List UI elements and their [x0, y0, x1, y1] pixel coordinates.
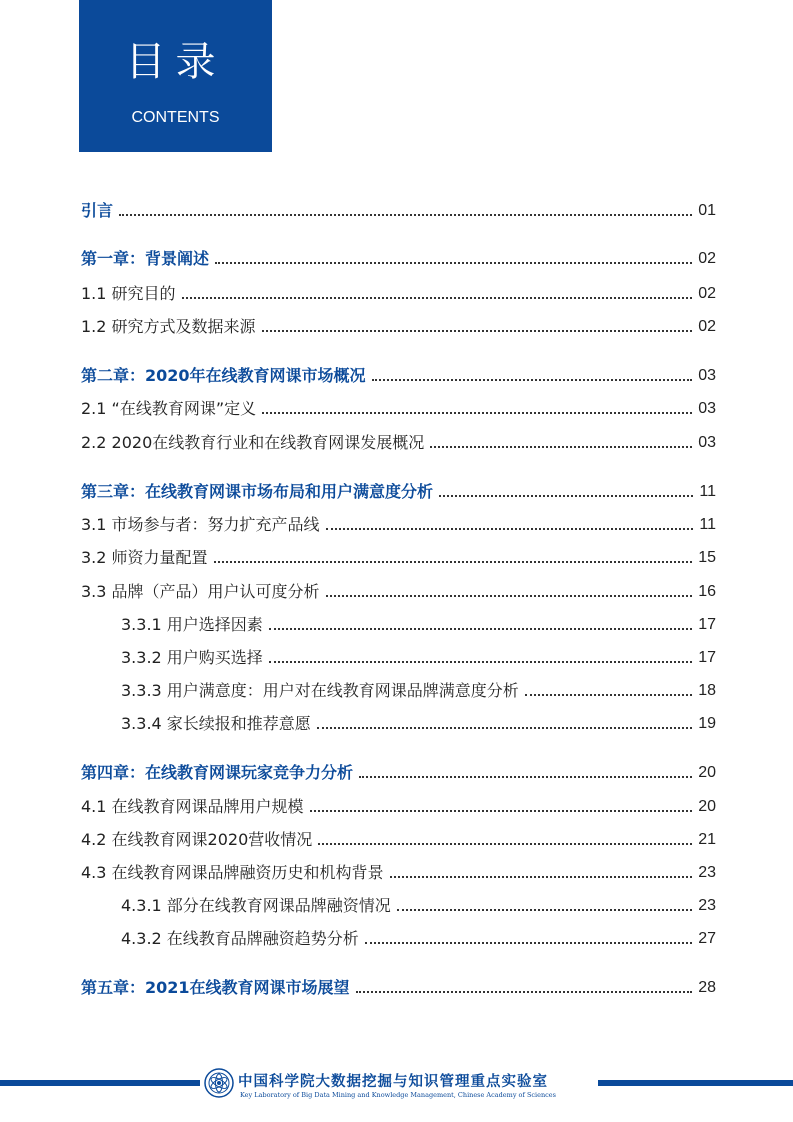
toc-entry-chapter-1[interactable]: 第一章：背景阐述 02 [81, 249, 716, 268]
toc-entry-chapter-4[interactable]: 第四章：在线教育网课玩家竞争力分析 20 [81, 763, 716, 782]
toc-entry-2-1[interactable]: 2.1 “在线教育网课”定义 03 [81, 399, 716, 418]
toc-entry-intro[interactable]: 引言 01 [81, 201, 716, 220]
footer-org-name-en: Key Laboratory of Big Data Mining and Knowledge Management, Chinese Academy of Sciences [240, 1091, 556, 1099]
toc-entry-3-2[interactable]: 3.2 师资力量配置 15 [81, 548, 716, 567]
toc-entry-1-2[interactable]: 1.2 研究方式及数据来源 02 [81, 317, 716, 336]
toc-header [79, 0, 272, 152]
toc-entry-chapter-3[interactable]: 第三章：在线教育网课市场布局和用户满意度分析 11 [81, 482, 716, 501]
toc-entry-2-2[interactable]: 2.2 2020在线教育行业和在线教育网课发展概况 03 [81, 433, 716, 452]
toc-entry-chapter-5[interactable]: 第五章：2021在线教育网课市场展望 28 [81, 978, 716, 997]
toc-entry-1-1[interactable]: 1.1 研究目的 02 [81, 284, 716, 303]
footer-rule-right [598, 1080, 793, 1086]
toc-entry-4-1[interactable]: 4.1 在线教育网课品牌用户规模 20 [81, 797, 716, 816]
page-subtitle: CONTENTS [131, 109, 220, 126]
toc-entry-chapter-2[interactable]: 第二章：2020年在线教育网课市场概况 03 [81, 366, 716, 385]
toc-entry-3-3-3[interactable]: 3.3.3 用户满意度：用户对在线教育网课品牌满意度分析 18 [121, 681, 716, 700]
footer-rule-left [0, 1080, 200, 1086]
cas-emblem-icon [204, 1068, 234, 1098]
toc-entry-3-3-1[interactable]: 3.3.1 用户选择因素 17 [121, 615, 716, 634]
toc-entry-3-3-4[interactable]: 3.3.4 家长续报和推荐意愿 19 [121, 714, 716, 733]
toc-entry-4-3-1[interactable]: 4.3.1 部分在线教育网课品牌融资情况 23 [121, 896, 716, 915]
toc-entry-4-2[interactable]: 4.2 在线教育网课2020营收情况 21 [81, 830, 716, 849]
page-title: 目录 [125, 39, 226, 85]
toc-entry-3-1[interactable]: 3.1 市场参与者：努力扩充产品线 11 [81, 515, 716, 534]
toc-entry-3-3-2[interactable]: 3.3.2 用户购买选择 17 [121, 648, 716, 667]
toc-entry-4-3[interactable]: 4.3 在线教育网课品牌融资历史和机构背景 23 [81, 863, 716, 882]
toc-entry-4-3-2[interactable]: 4.3.2 在线教育品牌融资趋势分析 27 [121, 929, 716, 948]
footer-org-name: 中国科学院大数据挖掘与知识管理重点实验室 [238, 1073, 548, 1090]
toc-entry-3-3[interactable]: 3.3 品牌（产品）用户认可度分析 16 [81, 582, 716, 601]
